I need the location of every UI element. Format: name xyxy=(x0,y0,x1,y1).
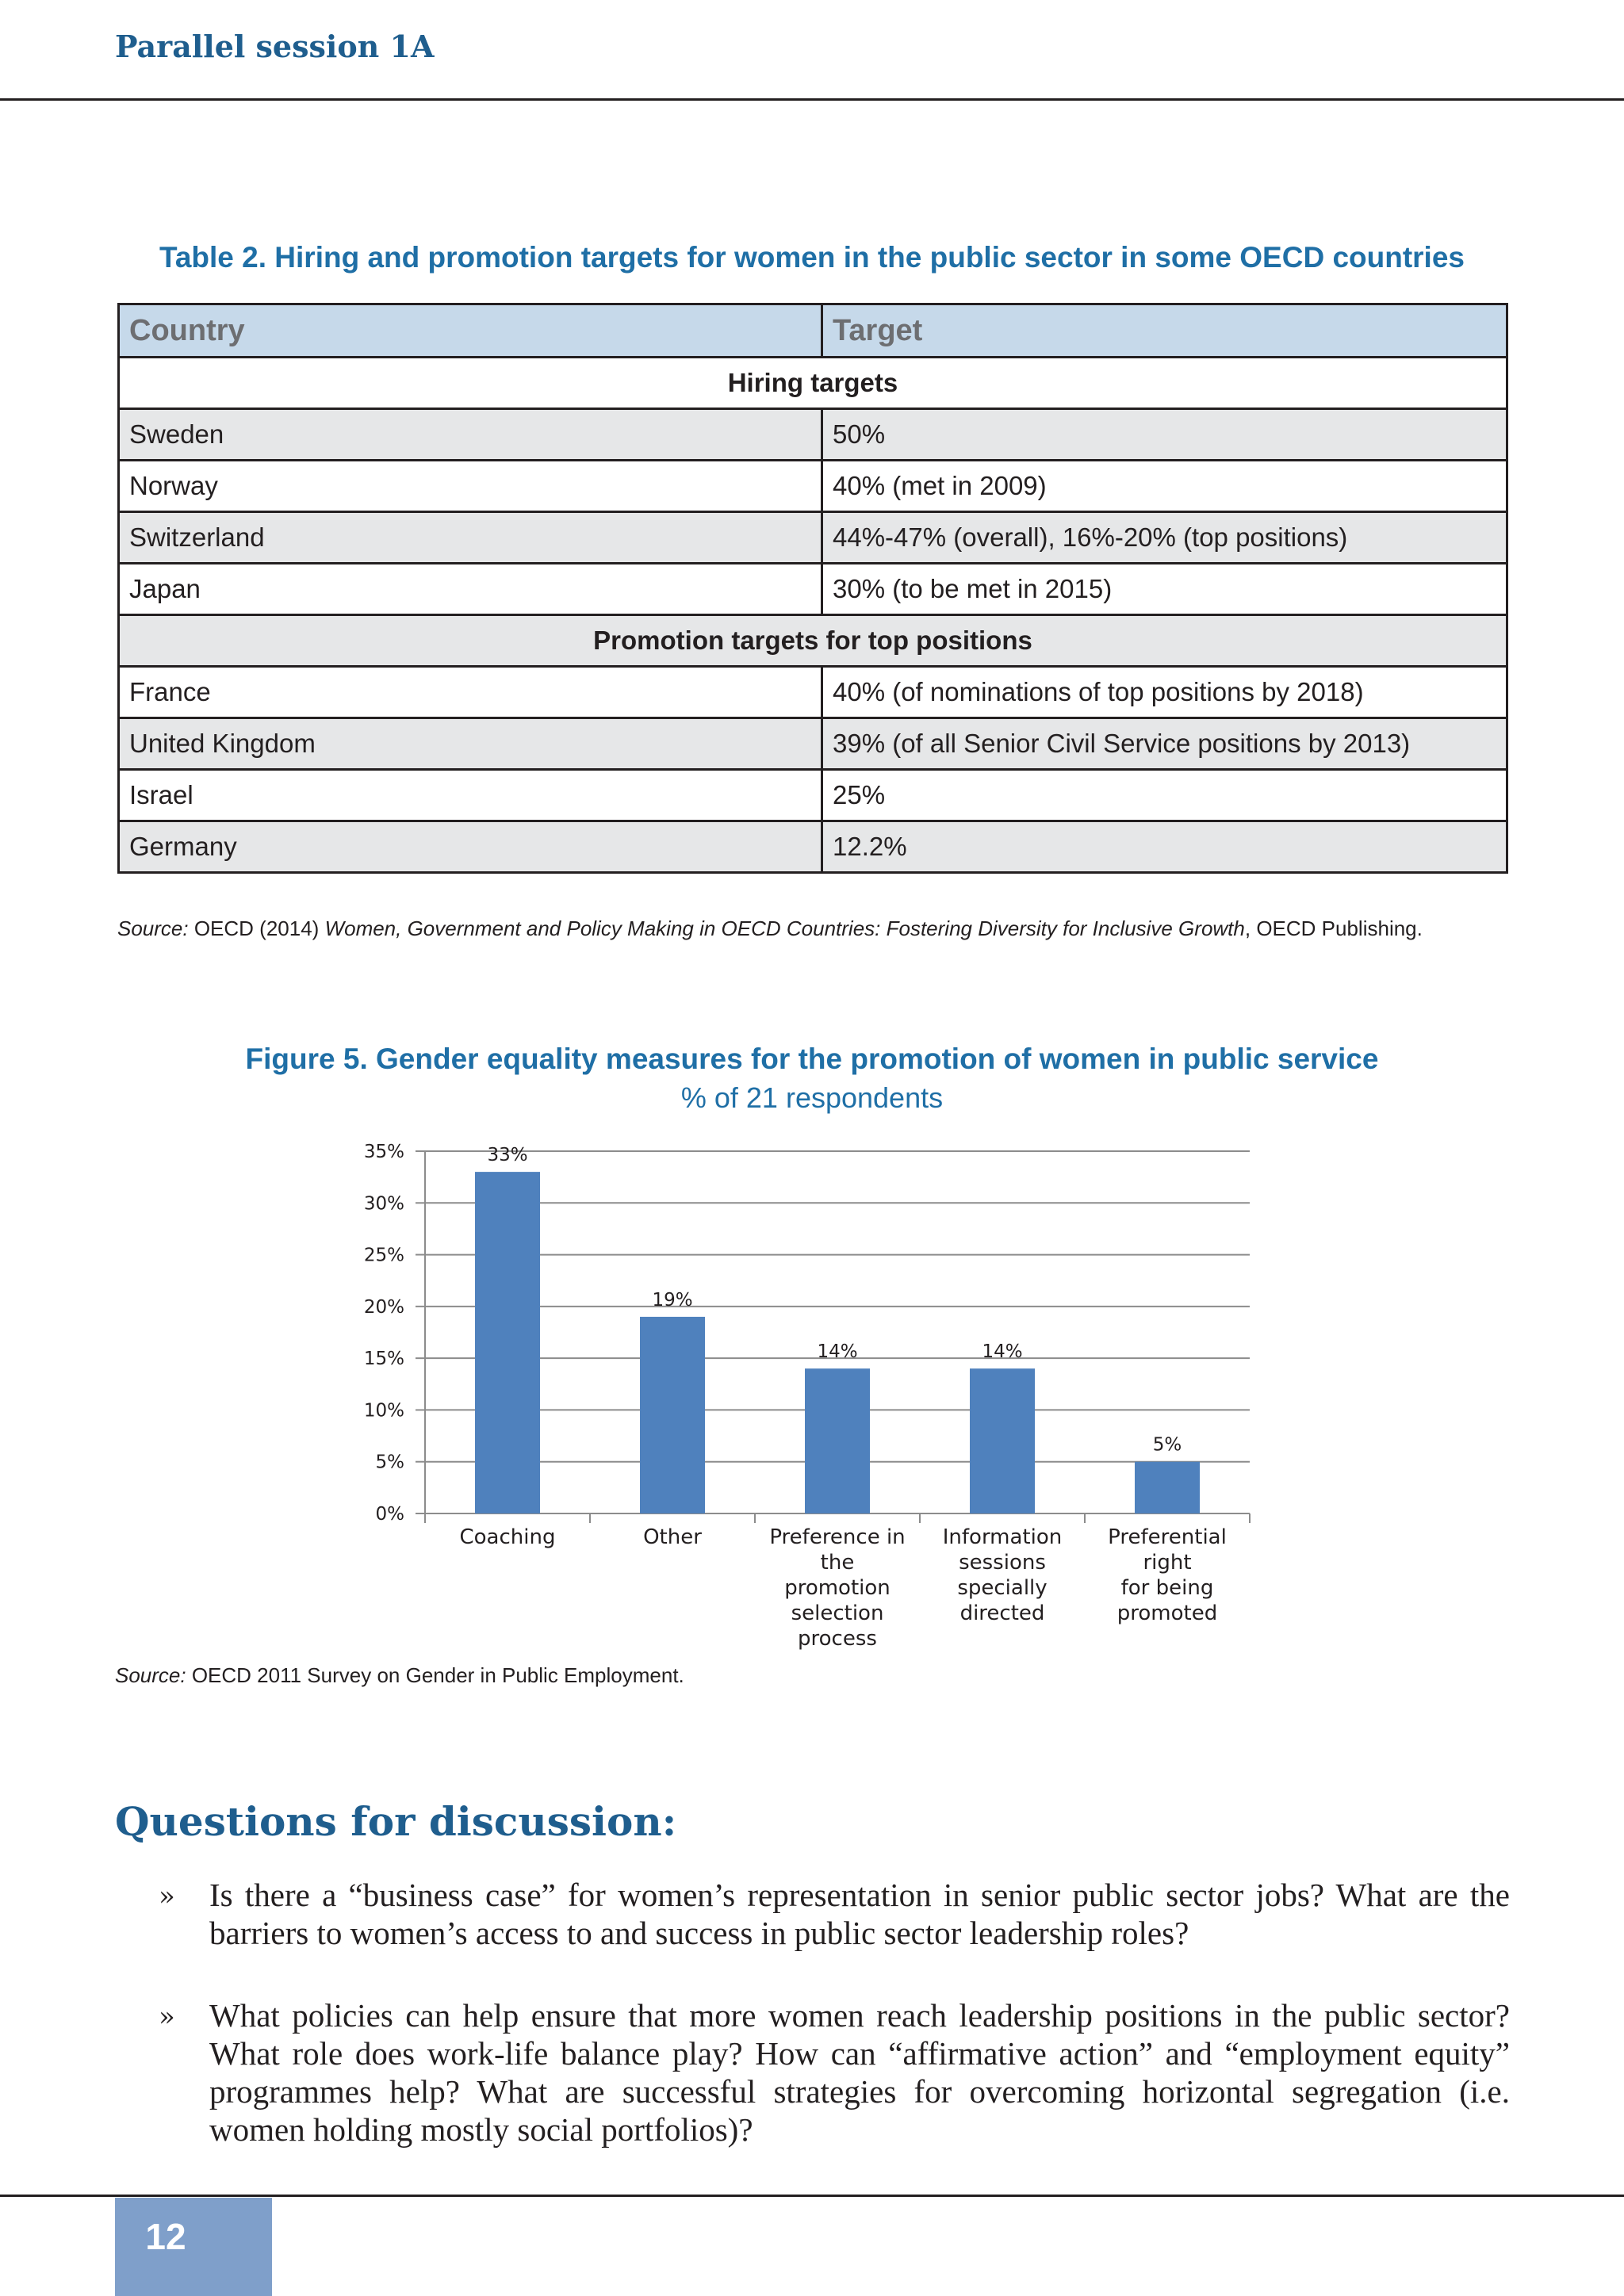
source-label: Source: xyxy=(117,916,189,940)
question-text: Is there a “business case” for women’s representation in senior public sector jobs? What are the barriers to women’s access to and success in public sector leadership roles? xyxy=(209,1877,1510,1951)
column-header-country: Country xyxy=(119,304,822,358)
y-tick-label: 20% xyxy=(363,1296,404,1318)
table-row xyxy=(119,512,1507,564)
section-row xyxy=(119,358,1507,409)
x-category-label-line: Preferential right xyxy=(1108,1525,1227,1575)
country-cell: Switzerland xyxy=(119,512,822,564)
data-label: 33% xyxy=(487,1145,528,1166)
bar xyxy=(1135,1462,1200,1513)
x-category-label xyxy=(919,1525,1086,1626)
y-tick-label: 30% xyxy=(363,1193,404,1215)
x-category-label-line: promotion xyxy=(784,1576,891,1600)
target-cell: 39% (of all Senior Civil Service positions by 2013) xyxy=(822,718,1507,770)
country-cell: United Kingdom xyxy=(119,718,822,770)
bullet-marker: » xyxy=(159,2001,175,2033)
bar xyxy=(970,1368,1035,1513)
x-category-label-line: selection xyxy=(791,1601,884,1625)
x-category-label-line: promoted xyxy=(1116,1601,1218,1625)
x-category-label-line: Coaching xyxy=(459,1525,556,1549)
table-row xyxy=(119,564,1507,615)
country-cell: Norway xyxy=(119,461,822,512)
bar xyxy=(475,1172,540,1513)
table-source-note xyxy=(117,916,1423,941)
x-category-label-line: directed xyxy=(959,1601,1045,1625)
x-category-label-line: process xyxy=(798,1627,877,1651)
table-title: Table 2. Hiring and promotion targets for women in the public sector in some OECD countries xyxy=(159,241,1465,274)
section-title-hiring: Hiring targets xyxy=(119,358,1507,409)
x-category-label xyxy=(1084,1525,1251,1626)
bar xyxy=(640,1317,705,1513)
x-category-label xyxy=(589,1525,756,1550)
y-tick-label: 15% xyxy=(363,1349,404,1370)
data-label: 5% xyxy=(1152,1434,1182,1456)
table-header-row xyxy=(119,304,1507,358)
target-cell: 44%-47% (overall), 16%-20% (top positions) xyxy=(822,512,1507,564)
question-text: What policies can help ensure that more women reach leadership positions in the public sector? What role does work-life balance play? How can “affirmative action” and “employment equity” programmes help? What are successful strategies for overcoming horizontal segregation (i.e. women holding mostly social portfolios)? xyxy=(209,1997,1510,2148)
header-divider xyxy=(0,98,1624,101)
figure-title: Figure 5. Gender equality measures for the promotion of women in public service xyxy=(245,1043,1379,1075)
section-title-promotion: Promotion targets for top positions xyxy=(119,615,1507,667)
target-cell: 30% (to be met in 2015) xyxy=(822,564,1507,615)
x-category-label-line: sessions xyxy=(959,1551,1046,1575)
column-header-target: Target xyxy=(822,304,1507,358)
page-number-box xyxy=(115,2198,272,2296)
x-category-label-line: Preference in the xyxy=(769,1525,906,1575)
data-label: 14% xyxy=(817,1341,858,1363)
target-cell: 50% xyxy=(822,409,1507,461)
table-row xyxy=(119,409,1507,461)
source-text: , OECD Publishing. xyxy=(1244,916,1423,940)
table-row xyxy=(119,667,1507,718)
bullet-marker: » xyxy=(159,1881,175,1912)
target-cell: 25% xyxy=(822,770,1507,821)
x-category-label xyxy=(754,1525,921,1651)
y-tick-label: 25% xyxy=(363,1245,404,1266)
data-label: 19% xyxy=(652,1289,693,1311)
y-tick-label: 10% xyxy=(363,1400,404,1422)
questions-heading: Questions for discussion: xyxy=(115,1798,677,1845)
x-category-label-line: for being xyxy=(1120,1576,1214,1600)
source-text: OECD 2011 Survey on Gender in Public Employment. xyxy=(186,1663,684,1687)
page-number: 12 xyxy=(145,2216,186,2257)
target-cell: 40% (of nominations of top positions by 2018) xyxy=(822,667,1507,718)
footer-divider xyxy=(0,2195,1624,2197)
section-row xyxy=(119,615,1507,667)
country-cell: Japan xyxy=(119,564,822,615)
target-cell: 40% (met in 2009) xyxy=(822,461,1507,512)
figure-source-note xyxy=(115,1663,684,1688)
y-tick-label: 35% xyxy=(363,1142,404,1162)
y-tick-label: 5% xyxy=(375,1452,404,1473)
bar xyxy=(805,1368,870,1513)
source-publication-title: Women, Government and Policy Making in OECD Countries: Fostering Diversity for Inclusive Growth xyxy=(324,916,1245,940)
table-row xyxy=(119,718,1507,770)
table-row xyxy=(119,770,1507,821)
source-label: Source: xyxy=(115,1663,186,1687)
source-text: OECD (2014) xyxy=(188,916,325,940)
country-cell: Germany xyxy=(119,821,822,873)
x-category-label xyxy=(424,1525,591,1550)
country-cell: Israel xyxy=(119,770,822,821)
x-category-label-line: Other xyxy=(643,1525,702,1549)
x-category-label-line: Information xyxy=(942,1525,1063,1549)
country-cell: Sweden xyxy=(119,409,822,461)
targets-table xyxy=(117,303,1508,874)
data-label: 14% xyxy=(982,1341,1023,1363)
figure-subtitle: % of 21 respondents xyxy=(680,1081,944,1114)
running-header: Parallel session 1A xyxy=(115,29,435,64)
x-category-label-line: specially xyxy=(957,1576,1048,1600)
country-cell: France xyxy=(119,667,822,718)
y-tick-label: 0% xyxy=(375,1504,404,1525)
table-row xyxy=(119,461,1507,512)
target-cell: 12.2% xyxy=(822,821,1507,873)
table-row xyxy=(119,821,1507,873)
